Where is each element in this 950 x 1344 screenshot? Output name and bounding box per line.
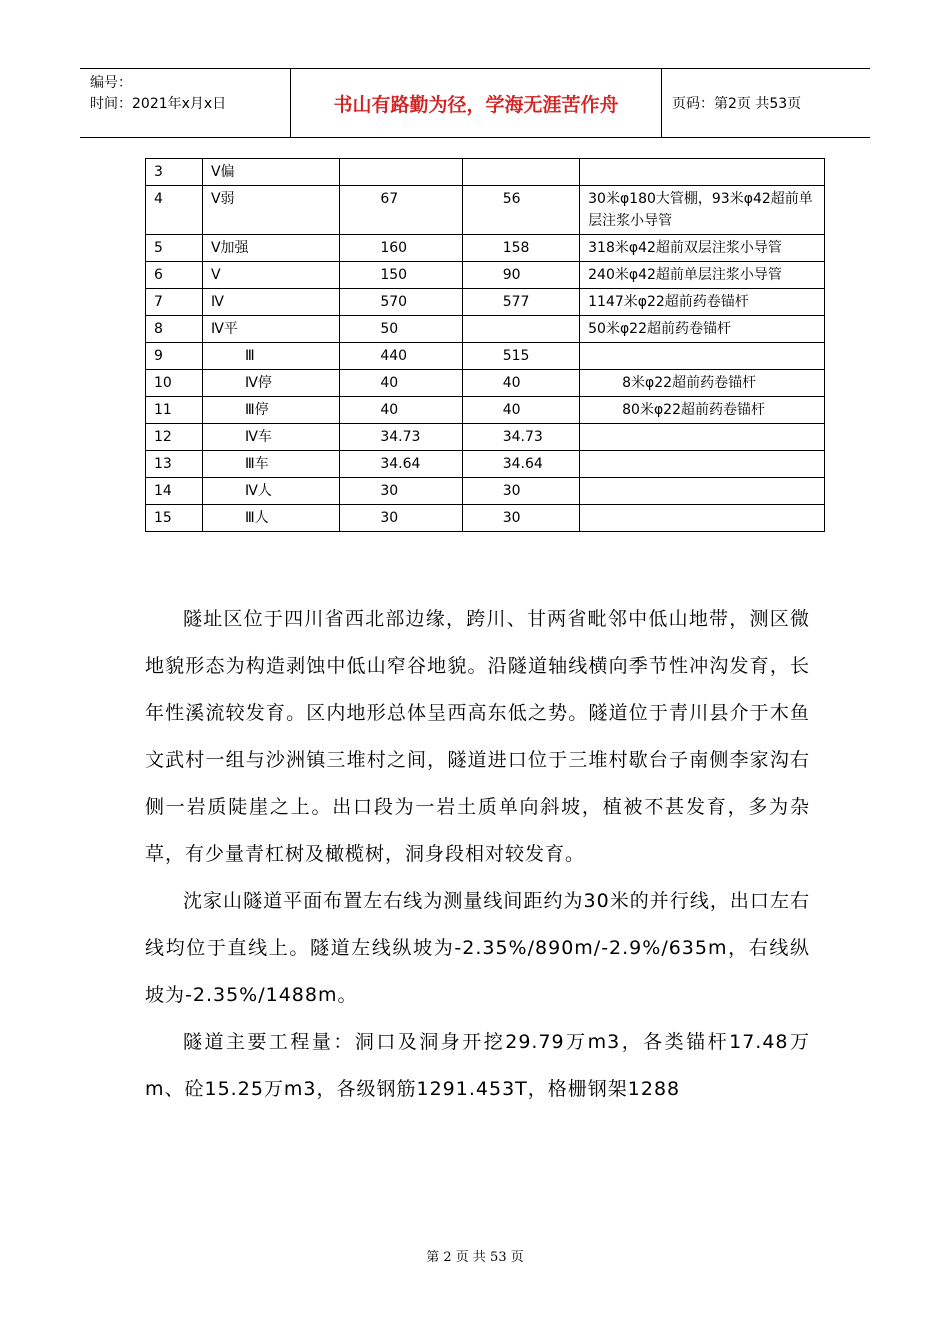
note-cell: 80米φ22超前药卷锚杆 [580, 397, 825, 424]
row-number-cell: 11 [146, 397, 203, 424]
row-number-cell: 14 [146, 478, 203, 505]
note-cell: 50米φ22超前药卷锚杆 [580, 316, 825, 343]
left-length-cell: 34.64 [340, 451, 462, 478]
note-cell: 318米φ42超前双层注浆小导管 [580, 235, 825, 262]
header-page-info: 页码：第2页 共53页 [672, 96, 802, 112]
row-number-cell: 4 [146, 186, 203, 235]
right-length-cell: 40 [462, 370, 579, 397]
grade-cell: Ⅲ人 [202, 505, 339, 532]
note-cell: 1147米φ22超前药卷锚杆 [580, 289, 825, 316]
note-cell [580, 505, 825, 532]
row-number-cell: 13 [146, 451, 203, 478]
note-cell: 30米φ180大管棚，93米φ42超前单层注浆小导管 [580, 186, 825, 235]
grade-cell: Ⅲ停 [202, 397, 339, 424]
grade-cell: Ⅲ车 [202, 451, 339, 478]
table-row [146, 370, 825, 397]
left-length-cell: 34.73 [340, 424, 462, 451]
note-cell: 8米φ22超前药卷锚杆 [580, 370, 825, 397]
note-cell [580, 451, 825, 478]
row-number-cell: 12 [146, 424, 203, 451]
right-length-cell: 34.73 [462, 424, 579, 451]
paragraph-alignment: 沈家山隧道平面布置左右线为测量线间距约为30米的并行线，出口左右线均位于直线上。隧道左线纵坡为-2.35%/890m/-2.9%/635m，右线纵坡为-2.35%/1488m。 [145, 890, 810, 1006]
table-row [146, 235, 825, 262]
right-length-cell: 34.64 [462, 451, 579, 478]
page-header [80, 68, 870, 138]
table-row [146, 316, 825, 343]
left-length-cell: 50 [340, 316, 462, 343]
row-number-cell: 7 [146, 289, 203, 316]
table-row [146, 159, 825, 186]
left-length-cell: 40 [340, 370, 462, 397]
right-length-cell: 90 [462, 262, 579, 289]
grade-cell: Ⅳ人 [202, 478, 339, 505]
right-length-cell: 56 [462, 186, 579, 235]
grade-cell: Ⅴ偏 [202, 159, 339, 186]
right-length-cell [462, 159, 579, 186]
row-number-cell: 15 [146, 505, 203, 532]
table-row [146, 186, 825, 235]
row-number-cell: 3 [146, 159, 203, 186]
grade-cell: Ⅳ车 [202, 424, 339, 451]
grade-cell: Ⅳ [202, 289, 339, 316]
left-length-cell [340, 159, 462, 186]
note-cell [580, 159, 825, 186]
row-number-cell: 9 [146, 343, 203, 370]
left-length-cell: 30 [340, 505, 462, 532]
table-row [146, 397, 825, 424]
right-length-cell: 577 [462, 289, 579, 316]
table-row [146, 451, 825, 478]
row-number-cell: 10 [146, 370, 203, 397]
grade-cell: Ⅴ弱 [202, 186, 339, 235]
row-number-cell: 8 [146, 316, 203, 343]
paragraph-quantities: 隧道主要工程量：洞口及洞身开挖29.79万m3，各类锚杆17.48万m、砼15.25万m3，各级钢筋1291.453T，格栅钢架1288 [145, 1031, 810, 1100]
left-length-cell: 67 [340, 186, 462, 235]
table-body [146, 159, 825, 532]
tunnel-grade-table [145, 158, 825, 532]
left-length-cell: 30 [340, 478, 462, 505]
right-length-cell: 40 [462, 397, 579, 424]
row-number-cell: 5 [146, 235, 203, 262]
header-motto: 书山有路勤为径，学海无涯苦作舟 [290, 69, 662, 137]
right-length-cell: 30 [462, 478, 579, 505]
right-length-cell [462, 316, 579, 343]
table-row [146, 424, 825, 451]
left-length-cell: 160 [340, 235, 462, 262]
grade-cell: Ⅳ停 [202, 370, 339, 397]
left-length-cell: 40 [340, 397, 462, 424]
table-row [146, 505, 825, 532]
grade-cell: Ⅴ加强 [202, 235, 339, 262]
grade-cell: Ⅳ平 [202, 316, 339, 343]
note-cell [580, 424, 825, 451]
grade-cell: Ⅴ [202, 262, 339, 289]
note-cell: 240米φ42超前单层注浆小导管 [580, 262, 825, 289]
right-length-cell: 515 [462, 343, 579, 370]
left-length-cell: 150 [340, 262, 462, 289]
left-length-cell: 440 [340, 343, 462, 370]
row-number-cell: 6 [146, 262, 203, 289]
date-label: 时间：2021年x月x日 [90, 96, 227, 112]
right-length-cell: 30 [462, 505, 579, 532]
table-row [146, 262, 825, 289]
table-row [146, 343, 825, 370]
right-length-cell: 158 [462, 235, 579, 262]
left-length-cell: 570 [340, 289, 462, 316]
table-row [146, 478, 825, 505]
header-meta [80, 69, 290, 137]
body-text [145, 596, 810, 1113]
note-cell [580, 343, 825, 370]
paragraph-location: 隧址区位于四川省西北部边缘，跨川、甘两省毗邻中低山地带，测区微地貌形态为构造剥蚀中低山窄谷地貌。沿隧道轴线横向季节性冲沟发育，长年性溪流较发育。区内地形总体呈西高东低之势。隧道位于青川县介于木鱼文武村一组与沙洲镇三堆村之间，隧道进口位于三堆村歇台子南侧李家沟右侧一岩质陡崖之上。出口段为一岩土质单向斜坡，植被不甚发育，多为杂草，有少量青杠树及橄榄树，洞身段相对较发育。 [145, 608, 810, 865]
note-cell [580, 478, 825, 505]
table-row [146, 289, 825, 316]
page-footer: 第 2 页 共 53 页 [426, 1250, 524, 1265]
code-label: 编号： [90, 75, 132, 91]
grade-cell: Ⅲ [202, 343, 339, 370]
